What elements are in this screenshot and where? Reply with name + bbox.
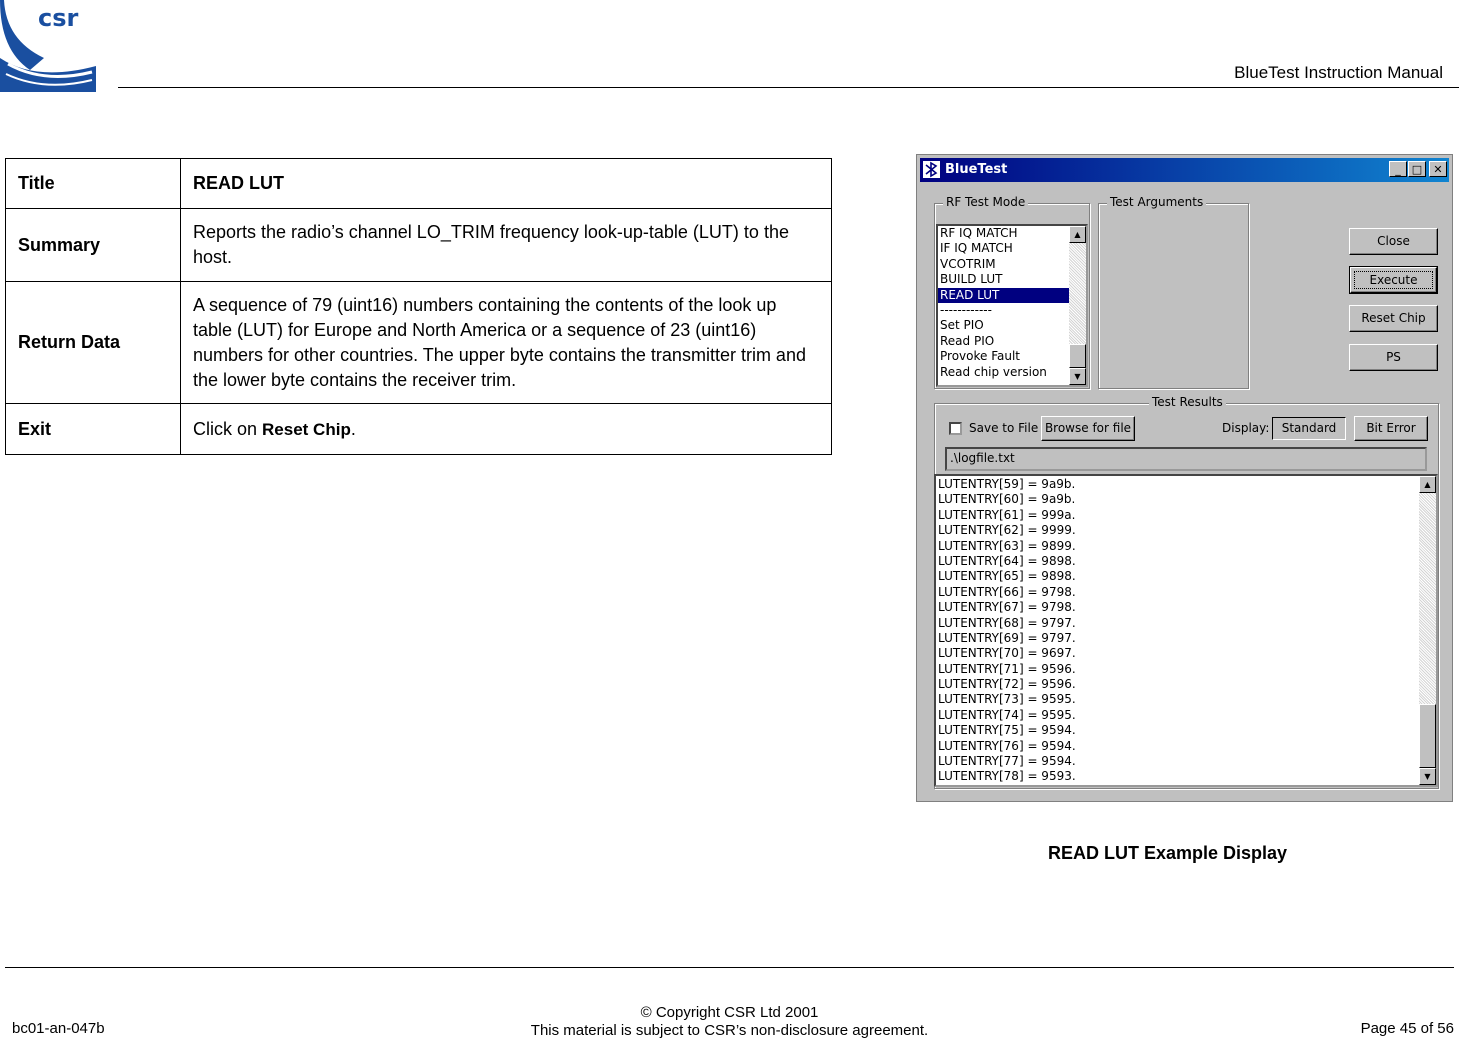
test-results-group — [934, 395, 1439, 789]
row-value: READ LUT — [181, 159, 832, 209]
reset-chip-button[interactable]: Reset Chip — [1349, 305, 1438, 332]
result-line: LUTENTRY[70] = 9697. — [938, 646, 1076, 661]
result-line: LUTENTRY[67] = 9798. — [938, 600, 1076, 615]
footer-rule — [5, 967, 1454, 968]
result-line: LUTENTRY[77] = 9594. — [938, 754, 1076, 769]
result-line: LUTENTRY[63] = 9899. — [938, 538, 1076, 553]
close-icon[interactable]: ✕ — [1429, 161, 1447, 177]
list-item[interactable]: ------------ — [940, 302, 992, 317]
result-line: LUTENTRY[66] = 9798. — [938, 584, 1076, 599]
row-value — [181, 404, 832, 455]
test-results-label: Test Results — [1149, 395, 1226, 409]
row-key: Summary — [6, 209, 181, 282]
reset-chip-reference: Reset Chip — [262, 419, 351, 439]
spec-table — [5, 158, 832, 455]
row-key: Exit — [6, 404, 181, 455]
result-line: LUTENTRY[62] = 9999. — [938, 523, 1076, 538]
list-item[interactable]: Provoke Fault — [940, 349, 1020, 364]
rf-test-mode-group — [934, 195, 1090, 389]
maximize-icon[interactable]: □ — [1408, 161, 1426, 177]
list-scrollbar[interactable] — [1069, 226, 1086, 385]
nda-notice: This material is subject to CSR’s non-disclosure agreement. — [530, 1022, 929, 1039]
result-line: LUTENTRY[76] = 9594. — [938, 738, 1076, 753]
table-row — [6, 404, 832, 455]
row-value: Reports the radio’s channel LO_TRIM frequency look-up-table (LUT) to the host. — [181, 209, 832, 282]
csr-logo — [0, 0, 96, 92]
result-line: LUTENTRY[71] = 9596. — [938, 661, 1076, 676]
scroll-up-icon[interactable]: ▲ — [1069, 226, 1086, 243]
result-line: LUTENTRY[65] = 9898. — [938, 569, 1076, 584]
result-line: LUTENTRY[73] = 9595. — [938, 692, 1076, 707]
result-line: LUTENTRY[69] = 9797. — [938, 630, 1076, 645]
list-item[interactable]: IF IQ MATCH — [940, 241, 1013, 256]
title-bar — [920, 158, 1449, 182]
list-item[interactable]: Set PIO — [940, 318, 984, 333]
logo-text: csr — [38, 4, 79, 32]
list-item[interactable]: VCOTRIM — [940, 256, 996, 271]
list-item-selected[interactable]: READ LUT — [938, 288, 1069, 303]
list-item[interactable]: RF IQ MATCH — [940, 226, 1018, 240]
result-line: LUTENTRY[61] = 999a. — [938, 507, 1076, 522]
page-number: Page 45 of 56 — [1360, 1020, 1454, 1037]
result-line: LUTENTRY[78] = 9593. — [938, 769, 1076, 784]
result-line: LUTENTRY[74] = 9595. — [938, 707, 1076, 722]
row-key: Return Data — [6, 282, 181, 404]
window-title: BlueTest — [945, 162, 1008, 177]
standard-button[interactable]: Standard — [1272, 417, 1346, 440]
scroll-up-icon[interactable]: ▲ — [1419, 476, 1436, 493]
list-item[interactable]: Read PIO — [940, 333, 995, 348]
rf-test-mode-label: RF Test Mode — [943, 195, 1028, 209]
scroll-thumb[interactable] — [1419, 704, 1436, 768]
list-item[interactable]: Read chip version — [940, 364, 1047, 379]
value-prefix: Click on — [193, 418, 263, 439]
table-row — [6, 282, 832, 404]
results-scrollbar[interactable] — [1419, 476, 1436, 785]
result-line: LUTENTRY[59] = 9a9b. — [938, 477, 1076, 491]
copyright: © Copyright CSR Ltd 2001 — [640, 1004, 819, 1021]
test-arguments-label: Test Arguments — [1107, 195, 1206, 209]
result-line: LUTENTRY[75] = 9594. — [938, 723, 1076, 738]
result-line: LUTENTRY[72] = 9596. — [938, 677, 1076, 692]
bluetest-window — [916, 154, 1453, 802]
close-button[interactable]: Close — [1349, 228, 1438, 255]
save-to-file-label: Save to File — [969, 421, 1039, 435]
footer-center — [0, 1004, 1459, 1040]
bit-error-button[interactable]: Bit Error — [1354, 416, 1428, 441]
display-label: Display: — [1222, 421, 1270, 435]
table-row — [6, 209, 832, 282]
row-value: A sequence of 79 (uint16) numbers containing the contents of the look up table (LUT) for Europe and North America or a sequence of 23 (uint16) numbers for other countries. The upper byte contains the transmitter trim and the lower byte contains the receiver trim. — [181, 282, 832, 404]
execute-button[interactable]: Execute — [1350, 267, 1437, 293]
list-item[interactable]: BUILD LUT — [940, 272, 1003, 287]
scroll-down-icon[interactable]: ▼ — [1419, 768, 1436, 785]
scroll-down-icon[interactable]: ▼ — [1069, 368, 1086, 385]
document-id: bc01-an-047b — [12, 1020, 105, 1037]
header-rule — [118, 87, 1459, 88]
header-title: BlueTest Instruction Manual — [1234, 63, 1443, 82]
results-list[interactable] — [934, 474, 1438, 787]
minimize-icon[interactable]: _ — [1389, 161, 1407, 177]
result-line: LUTENTRY[68] = 9797. — [938, 615, 1076, 630]
browse-for-file-button[interactable]: Browse for file — [1041, 416, 1135, 441]
table-row — [6, 159, 832, 209]
save-to-file-checkbox[interactable] — [949, 422, 962, 435]
scroll-thumb[interactable] — [1069, 344, 1086, 368]
bluetooth-app-icon — [923, 161, 940, 178]
log-file-path-field[interactable]: .\logfile.txt — [945, 447, 1427, 471]
value-suffix: . — [350, 418, 356, 439]
ps-button[interactable]: PS — [1349, 344, 1438, 371]
figure-caption: READ LUT Example Display — [1048, 843, 1288, 863]
result-line: LUTENTRY[60] = 9a9b. — [938, 492, 1076, 507]
result-line: LUTENTRY[64] = 9898. — [938, 553, 1076, 568]
row-key: Title — [6, 159, 181, 209]
rf-test-mode-list[interactable] — [936, 224, 1088, 387]
test-arguments-group — [1098, 195, 1249, 389]
